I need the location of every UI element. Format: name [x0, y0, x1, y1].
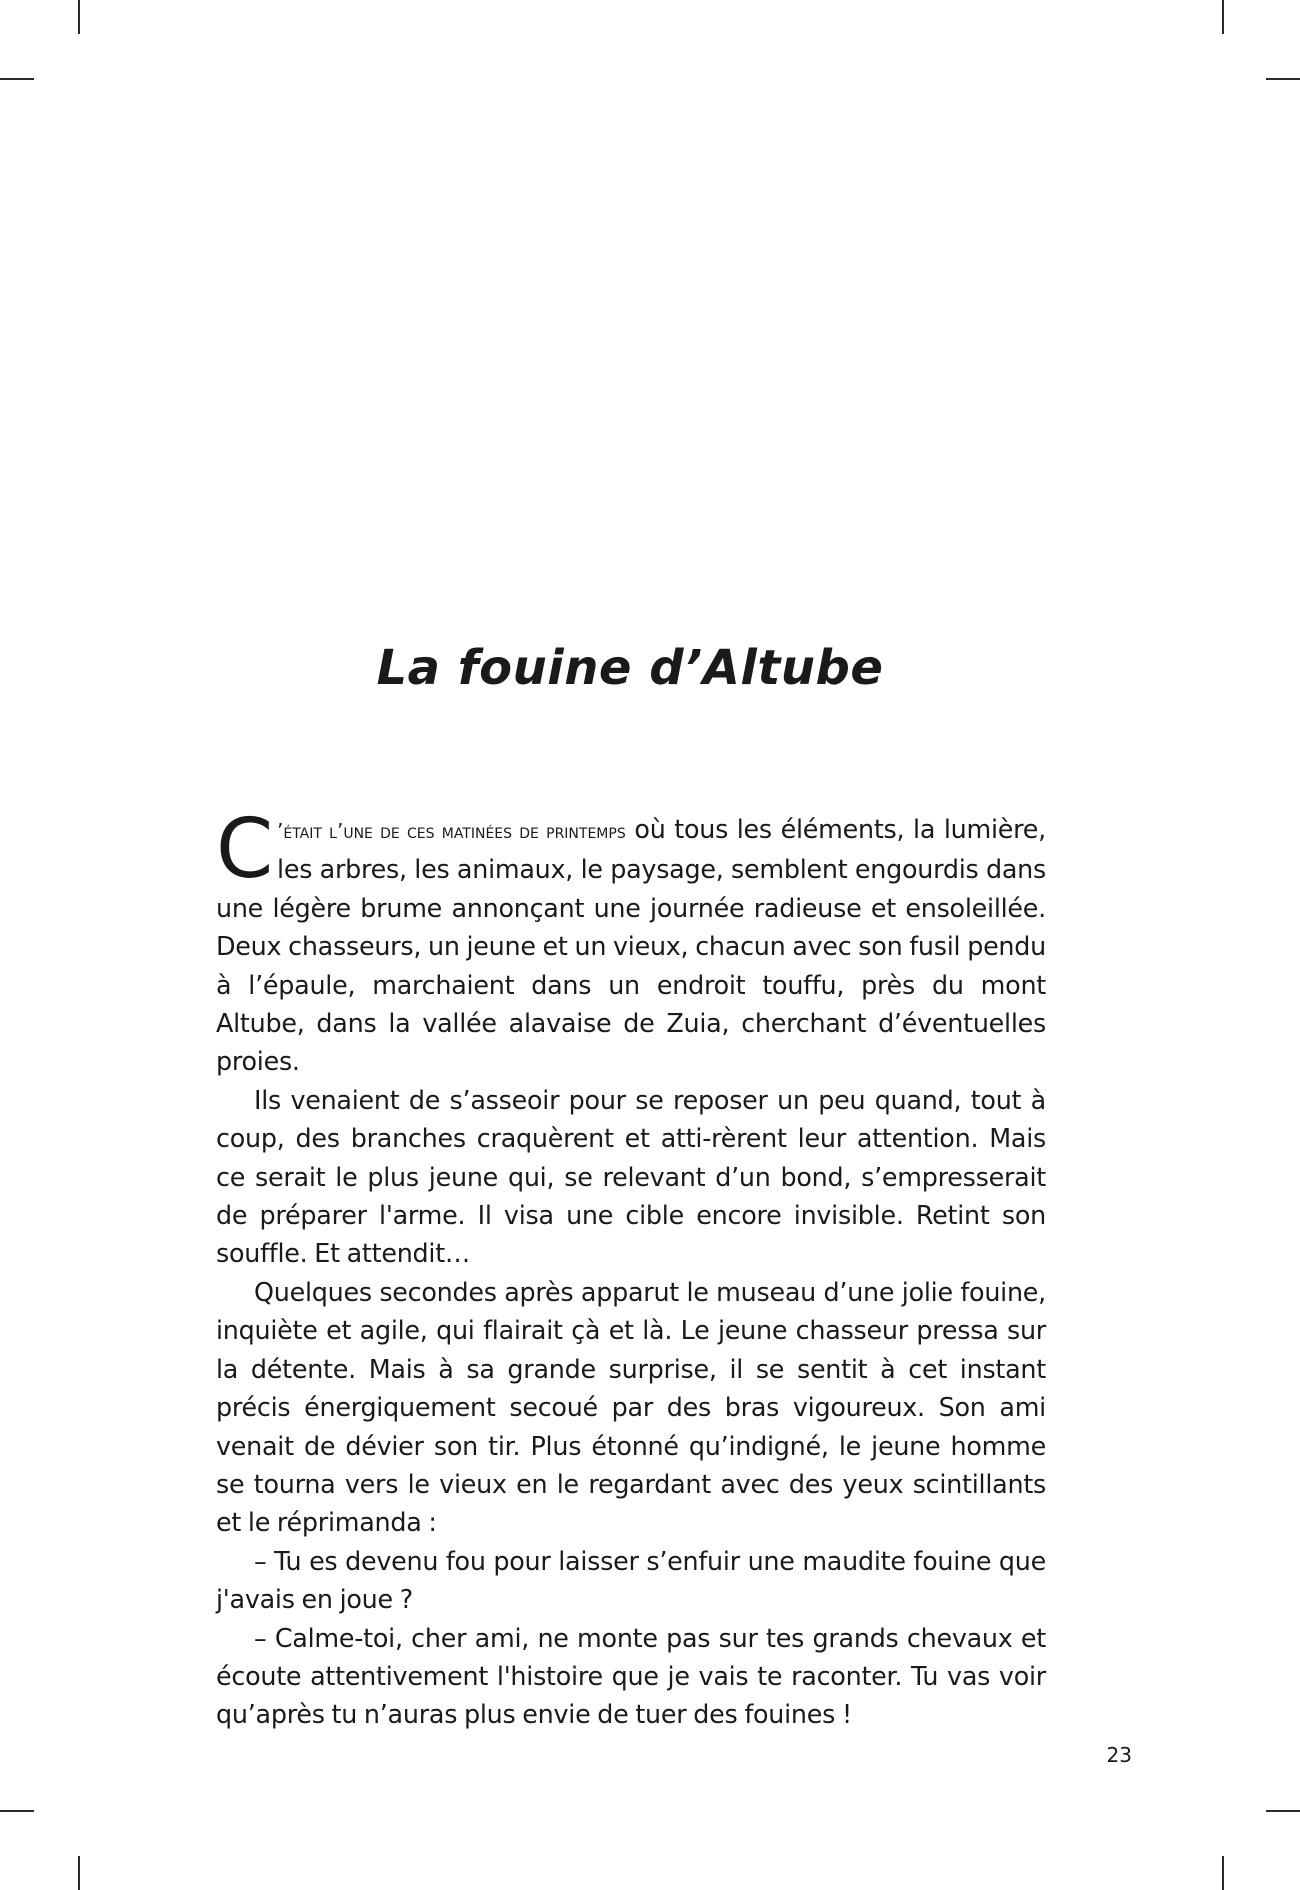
- crop-mark-bottom-right: [1222, 1856, 1224, 1890]
- drop-cap: C: [216, 802, 274, 897]
- crop-mark-left-top: [0, 78, 34, 80]
- crop-mark-right-bottom: [1266, 1810, 1300, 1812]
- crop-mark-bottom-left: [78, 1856, 80, 1890]
- chapter-body: [216, 802, 1046, 1734]
- chapter-title: La fouine d’Altube: [376, 640, 884, 696]
- crop-mark-left-bottom: [0, 1810, 34, 1812]
- opening-smallcaps: ’était l’une de ces matinées de printemps: [277, 819, 626, 843]
- dialogue-line: – Calme-toi, cher ami, ne monte pas sur tes grands chevaux et écoute attentivement l'histoire que je vais te raconter. Tu vas voir qu’après tu n’auras plus envie de tuer des fouines !: [216, 1622, 1046, 1730]
- paragraph: Ils venaient de s’asseoir pour se reposer un peu quand, tout à coup, des branches craquèrent et atti-rèrent leur attention. Mais ce serait le plus jeune qui, se relevant d’un bond, s’empresserait de préparer l'arme. Il visa une cible encore invisible. Retint son souffle. Et attendit…: [216, 1084, 1046, 1269]
- page-number: 23: [1106, 1743, 1132, 1767]
- opening-text: où tous les éléments, la lumière, les arbres, les animaux, le paysage, semblent engourdis dans une légère brume annonçant une journée radieuse et ensoleillée. Deux chasseurs, un jeune et un vieux, chacun avec son fusil pendu à l’épaule, marchaient dans un endroit touffu, près du mont Altube, dans la vallée alavaise de Zuia, cherchant d’éventuelles proies.: [216, 814, 1046, 1077]
- crop-mark-top-left: [78, 0, 80, 34]
- dialogue-line: – Tu es devenu fou pour laisser s’enfuir une maudite fouine que j'avais en joue ?: [216, 1545, 1046, 1615]
- crop-mark-top-right: [1222, 0, 1224, 34]
- opening-paragraph: [216, 802, 1046, 1081]
- crop-mark-right-top: [1266, 78, 1300, 80]
- paragraph: Quelques secondes après apparut le museau d’une jolie fouine, inquiète et agile, qui flairait çà et là. Le jeune chasseur pressa sur la détente. Mais à sa grande surprise, il se sentit à cet instant précis énergiquement secoué par des bras vigoureux. Son ami venait de dévier son tir. Plus étonné qu’indigné, le jeune homme se tourna vers le vieux en le regardant avec des yeux scintillants et le réprimanda :: [216, 1276, 1046, 1538]
